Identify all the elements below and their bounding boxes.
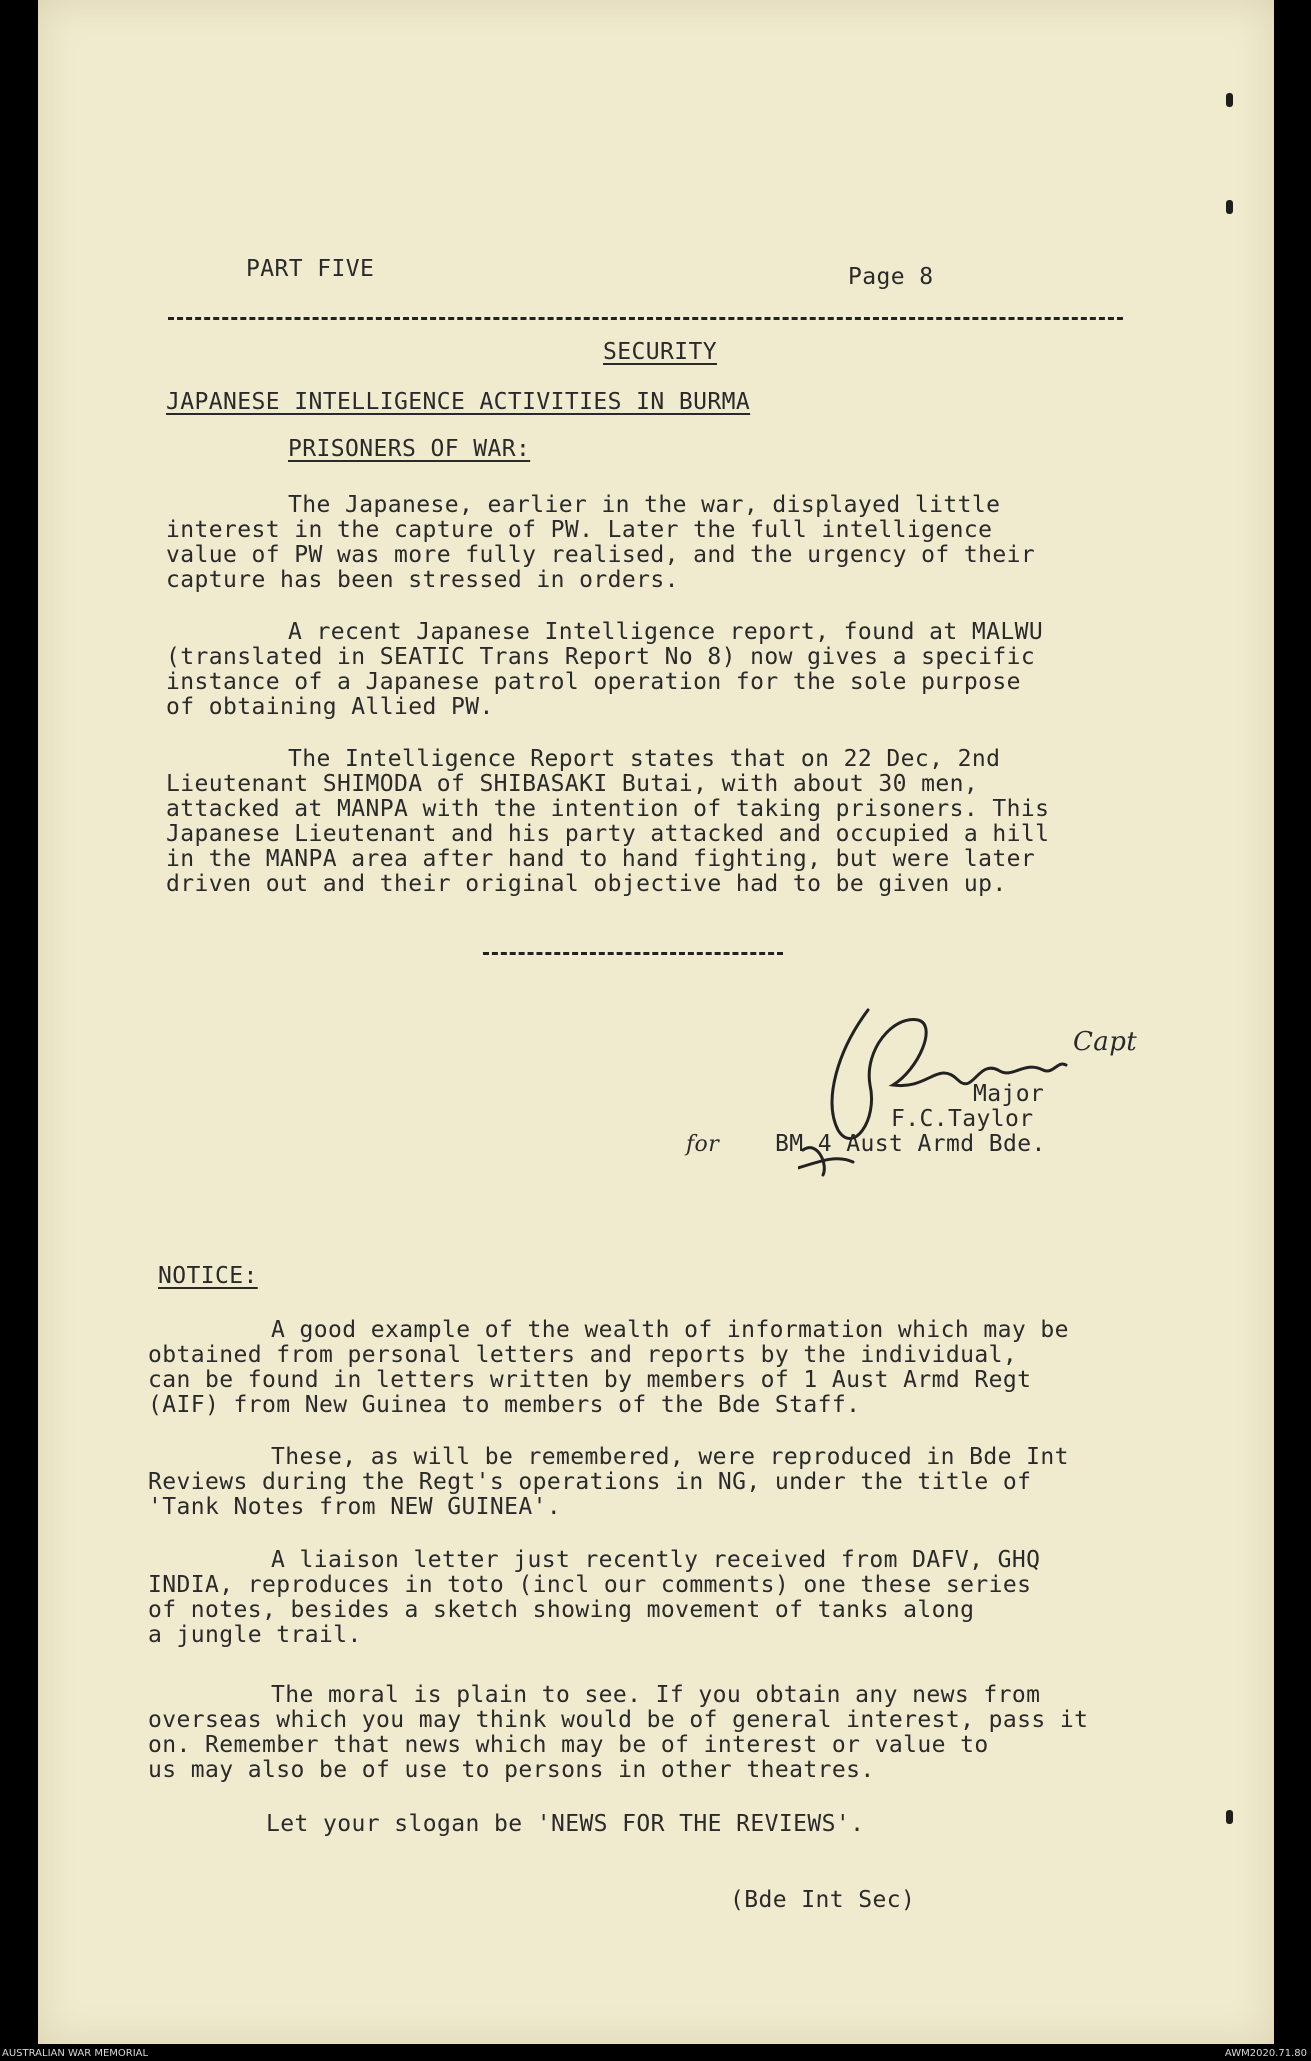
para-line: A good example of the wealth of information which may be bbox=[271, 1317, 1069, 1343]
section-divider bbox=[483, 952, 783, 955]
para-line: overseas which you may think would be of general interest, pass it bbox=[148, 1707, 1089, 1733]
para-line: Japanese Lieutenant and his party attacked and occupied a hill bbox=[166, 821, 1050, 847]
para-line: Lieutenant SHIMODA of SHIBASAKI Butai, with about 30 men, bbox=[166, 771, 979, 797]
notice-title: NOTICE: bbox=[158, 1263, 258, 1289]
signature-for: for bbox=[686, 1132, 720, 1157]
para-line: can be found in letters written by members of 1 Aust Armd Regt bbox=[148, 1367, 1032, 1393]
page-number: Page 8 bbox=[848, 264, 934, 290]
slogan: Let your slogan be 'NEWS FOR THE REVIEWS'. bbox=[266, 1811, 865, 1837]
part-label: PART FIVE bbox=[246, 256, 375, 282]
para-line: attacked at MANPA with the intention of taking prisoners. This bbox=[166, 796, 1050, 822]
para-line: 'Tank Notes from NEW GUINEA'. bbox=[148, 1494, 562, 1520]
para-line: A recent Japanese Intelligence report, found at MALWU bbox=[288, 619, 1044, 645]
security-heading: SECURITY bbox=[603, 339, 717, 365]
para-line: The Japanese, earlier in the war, displayed little bbox=[288, 492, 1001, 518]
para-line: (AIF) from New Guinea to members of the Bde Staff. bbox=[148, 1392, 861, 1418]
para-line: interest in the capture of PW. Later the full intelligence bbox=[166, 517, 993, 543]
para-line: obtained from personal letters and reports by the individual, bbox=[148, 1342, 1018, 1368]
footer-left: AUSTRALIAN WAR MEMORIAL bbox=[2, 2048, 149, 2059]
para-line: on. Remember that news which may be of interest or value to bbox=[148, 1732, 989, 1758]
para-line: capture has been stressed in orders. bbox=[166, 567, 679, 593]
signatory-name: F.C.Taylor bbox=[891, 1106, 1034, 1132]
signatory-unit: BM 4 Aust Armd Bde. bbox=[775, 1131, 1046, 1157]
punch-hole bbox=[1226, 1810, 1233, 1824]
sign-off: (Bde Int Sec) bbox=[730, 1887, 916, 1913]
para-line: (translated in SEATIC Trans Report No 8) now gives a specific bbox=[166, 644, 1036, 670]
section-title: PRISONERS OF WAR: bbox=[288, 436, 531, 462]
para-line: A liaison letter just recently received from DAFV, GHQ bbox=[271, 1547, 1041, 1573]
para-line: The Intelligence Report states that on 22 Dec, 2nd bbox=[288, 746, 1001, 772]
para-line: The moral is plain to see. If you obtain any news from bbox=[271, 1682, 1041, 1708]
para-line: of notes, besides a sketch showing movement of tanks along bbox=[148, 1597, 975, 1623]
punch-hole bbox=[1226, 200, 1233, 214]
para-line: us may also be of use to persons in other theatres. bbox=[148, 1757, 875, 1783]
punch-hole bbox=[1226, 93, 1233, 107]
para-line: These, as will be remembered, were reproduced in Bde Int bbox=[271, 1444, 1069, 1470]
subheading: JAPANESE INTELLIGENCE ACTIVITIES IN BURMA bbox=[166, 389, 751, 415]
header-rule bbox=[168, 317, 1123, 320]
para-line: INDIA, reproduces in toto (incl our comments) one these series bbox=[148, 1572, 1032, 1598]
signature-capt: Capt bbox=[1073, 1027, 1138, 1057]
footer-right: AWM2020.71.80 bbox=[1224, 2048, 1307, 2059]
para-line: value of PW was more fully realised, and the urgency of their bbox=[166, 542, 1036, 568]
document-page bbox=[38, 0, 1274, 2044]
para-line: Reviews during the Regt's operations in NG, under the title of bbox=[148, 1469, 1032, 1495]
para-line: a jungle trail. bbox=[148, 1622, 362, 1648]
signatory-rank: Major bbox=[973, 1081, 1045, 1107]
para-line: instance of a Japanese patrol operation for the sole purpose bbox=[166, 669, 1021, 695]
para-line: in the MANPA area after hand to hand fighting, but were later bbox=[166, 846, 1036, 872]
para-line: driven out and their original objective had to be given up. bbox=[166, 871, 1007, 897]
para-line: of obtaining Allied PW. bbox=[166, 694, 494, 720]
